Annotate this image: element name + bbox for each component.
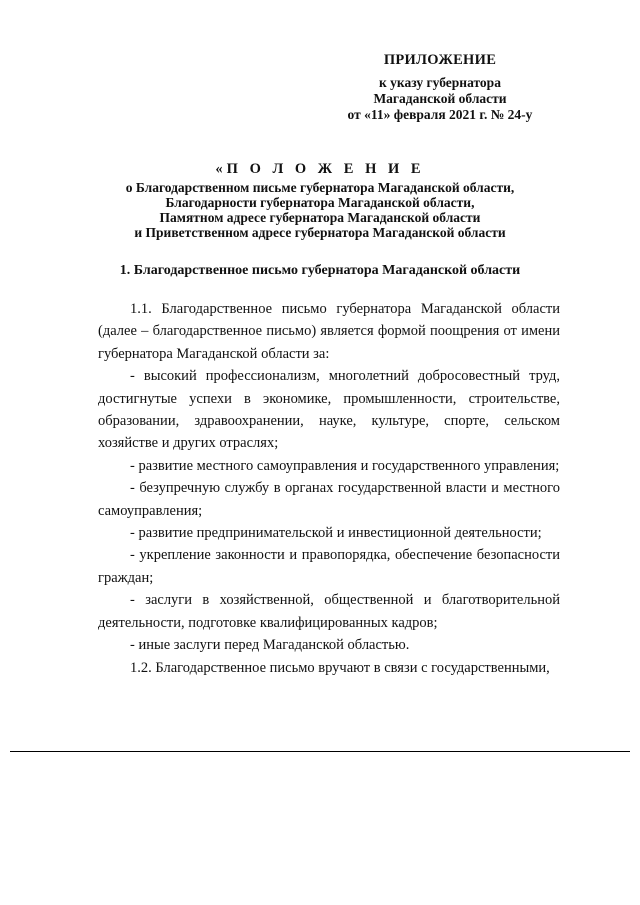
list-item: - заслуги в хозяйственной, общественной и благотворительной деятельности, подготовке квалифицированных кадров; xyxy=(98,592,560,631)
appendix-date-number: от «11» февраля 2021 г. № 24-у xyxy=(347,107,533,122)
appendix-heading: ПРИЛОЖЕНИЕ xyxy=(383,52,497,68)
appendix-block xyxy=(320,52,560,123)
document-subtitle-line: Памятном адресе губернатора Магаданской области xyxy=(159,210,481,225)
appendix-line: к указу губернатора xyxy=(379,75,501,90)
section-body xyxy=(98,298,560,679)
list-item: - развитие местного самоуправления и государственного управления; xyxy=(130,457,560,474)
list-item: - укрепление законности и правопорядка, обеспечение безопасности граждан; xyxy=(98,547,560,586)
list-item: - развитие предпринимательской и инвестиционной деятельности; xyxy=(130,525,542,542)
paragraph: 1.1. Благодарственное письмо губернатора Магаданской области (далее – благодарственное письмо) является формой поощрения от имени губернатора Магаданской области за: xyxy=(98,301,560,362)
document-title: «П О Л О Ж Е Н И Е xyxy=(215,161,425,177)
paragraph: 1.2. Благодарственное письмо вручают в связи с государственными, xyxy=(130,659,550,676)
document-title-block xyxy=(80,162,560,240)
list-item: - безупречную службу в органах государственной власти и местного самоуправления; xyxy=(98,480,560,519)
page-bottom-rule xyxy=(10,751,630,752)
document-subtitle-line: Благодарности губернатора Магаданской области, xyxy=(165,195,475,210)
document-subtitle-line: и Приветственном адресе губернатора Магаданской области xyxy=(134,225,506,240)
list-item: - иные заслуги перед Магаданской областью. xyxy=(130,637,410,654)
section-heading: 1. Благодарственное письмо губернатора Магаданской области xyxy=(119,263,521,278)
appendix-line: Магаданской области xyxy=(373,91,507,106)
list-item: - высокий профессионализм, многолетний добросовестный труд, достигнутые успехи в экономике, промышленности, строительстве, образовании, здравоохранении, науке, культуре, спорте, сельском хозяйстве и других отраслях; xyxy=(98,368,560,452)
document-subtitle-line: о Благодарственном письме губернатора Магаданской области, xyxy=(125,180,515,195)
